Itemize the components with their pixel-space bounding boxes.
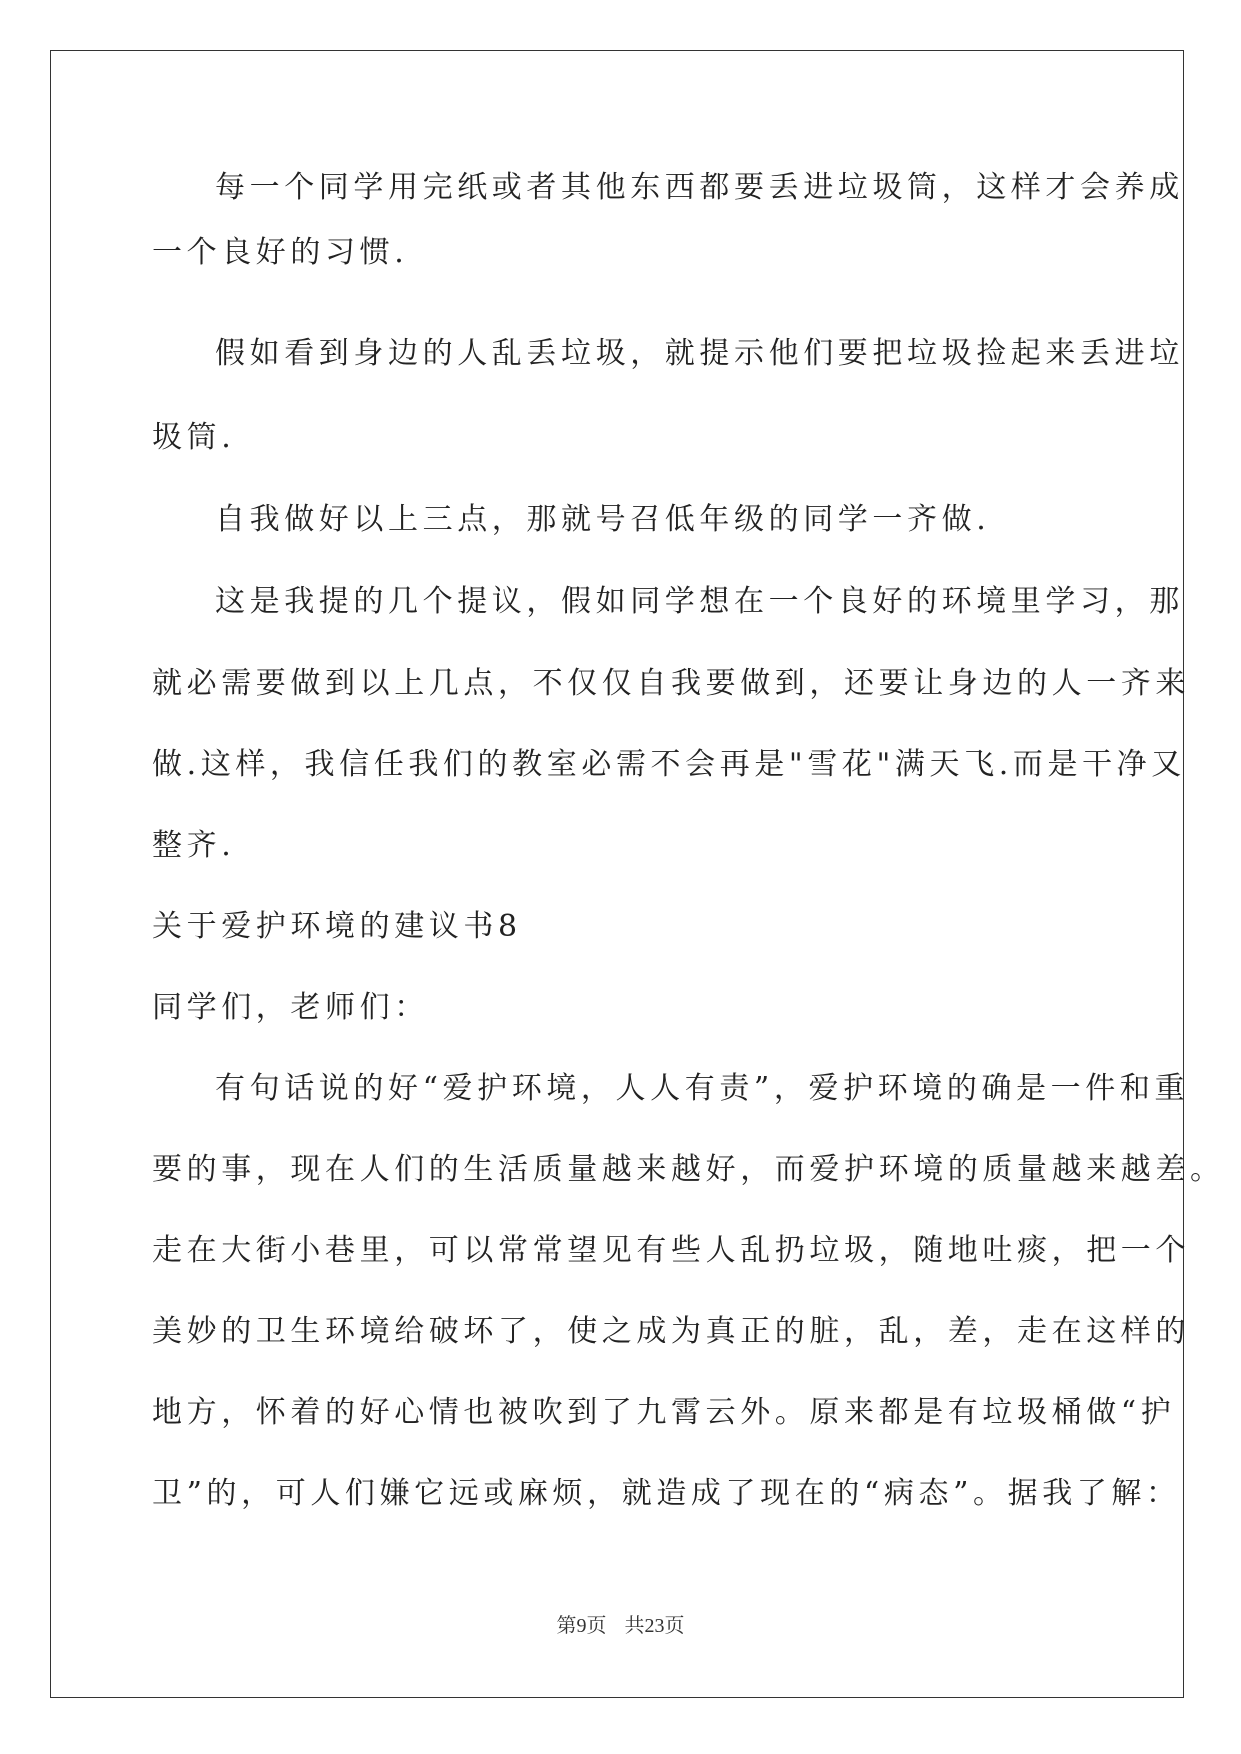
paragraph-line: 整齐. <box>152 828 236 863</box>
paragraph-line: 卫”的，可人们嫌它远或麻烦，就造成了现在的“病态”。据我了解： <box>152 1476 1181 1511</box>
paragraph-line: 做.这样，我信任我们的教室必需不会再是"雪花"满天飞.而是干净又 <box>152 747 1186 782</box>
page-footer <box>0 1614 1241 1638</box>
paragraph-line: 就必需要做到以上几点，不仅仅自我要做到，还要让身边的人一齐来 <box>152 666 1190 701</box>
paragraph-line: 这是我提的几个提议，假如同学想在一个良好的环境里学习，那 <box>215 584 1184 619</box>
paragraph-line: 美妙的卫生环境给破坏了，使之成为真正的脏，乱，差，走在这样的 <box>152 1314 1190 1349</box>
salutation: 同学们，老师们： <box>152 990 429 1025</box>
paragraph-line: 每一个同学用完纸或者其他东西都要丢进垃圾筒，这样才会养成 <box>215 170 1184 205</box>
page-number: 第9页 <box>556 1615 607 1637</box>
section-heading: 关于爱护环境的建议书8 <box>152 909 522 944</box>
paragraph-line: 圾筒. <box>152 420 236 455</box>
paragraph-line: 假如看到身边的人乱丢垃圾，就提示他们要把垃圾捡起来丢进垃 <box>215 336 1184 371</box>
paragraph-line: 地方，怀着的好心情也被吹到了九霄云外。原来都是有垃圾桶做“护 <box>152 1395 1176 1430</box>
page-total: 共23页 <box>624 1615 685 1637</box>
paragraph-line: 走在大街小巷里，可以常常望见有些人乱扔垃圾，随地吐痰，把一个 <box>152 1233 1190 1268</box>
page-border <box>50 50 1184 1698</box>
paragraph-line: 一个良好的习惯. <box>152 235 409 270</box>
paragraph-line: 自我做好以上三点，那就号召低年级的同学一齐做. <box>215 502 991 537</box>
paragraph-line: 要的事，现在人们的生活质量越来越好，而爱护环境的质量越来越差。 <box>152 1152 1225 1187</box>
paragraph-line: 有句话说的好“爱护环境，人人有责”，爱护环境的确是一件和重 <box>215 1071 1190 1106</box>
